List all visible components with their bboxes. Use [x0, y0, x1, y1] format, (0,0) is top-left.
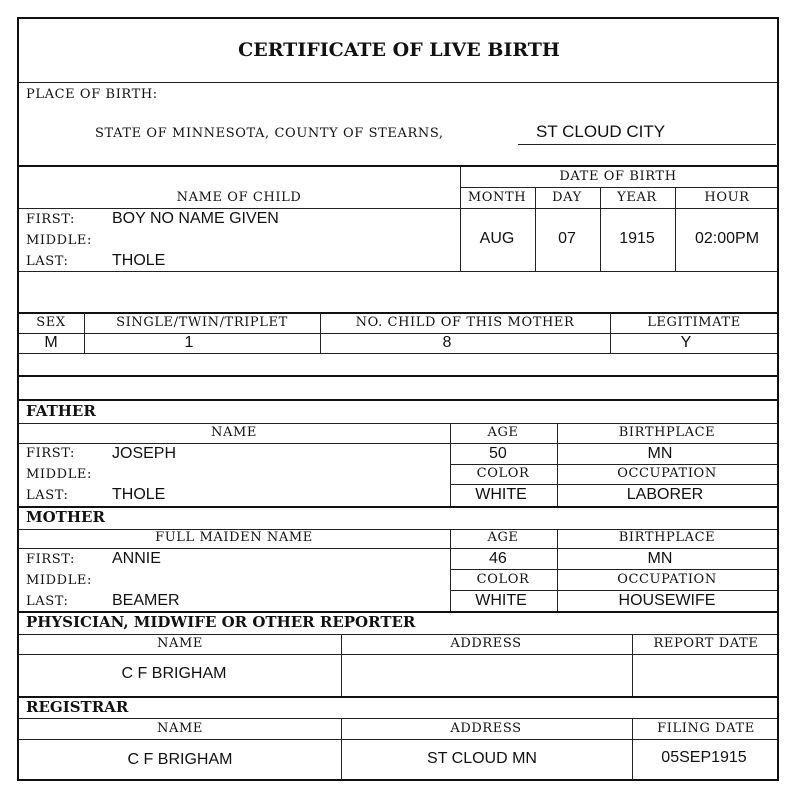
father-last-label: LAST:: [26, 488, 69, 503]
rule: [600, 187, 601, 271]
year-label: YEAR: [617, 190, 657, 205]
rule: [557, 423, 558, 506]
child-middle-label: MIDDLE:: [26, 233, 92, 248]
rule: [19, 82, 777, 83]
name-of-child-label: NAME OF CHILD: [176, 190, 302, 205]
child-number-value: 8: [442, 334, 452, 351]
child-first-label: FIRST:: [26, 212, 76, 227]
rule: [19, 353, 777, 354]
father-first-label: FIRST:: [26, 446, 76, 461]
mother-age: 46: [489, 550, 507, 567]
rule: [19, 375, 777, 377]
place-of-birth-label: PLACE OF BIRTH:: [26, 87, 158, 102]
father-color-label: COLOR: [476, 466, 530, 481]
father-name-label: NAME: [211, 425, 257, 440]
rule: [19, 696, 777, 698]
mother-color: WHITE: [475, 592, 527, 609]
birth-city: ST CLOUD CITY: [536, 122, 666, 141]
rule: [341, 634, 342, 696]
rule: [460, 166, 461, 271]
rule: [341, 718, 342, 780]
plurality-label: SINGLE/TWIN/TRIPLET: [116, 315, 288, 330]
mother-middle-label: MIDDLE:: [26, 573, 92, 588]
rule: [19, 548, 777, 549]
father-last-name: THOLE: [112, 486, 166, 503]
rule: [675, 187, 676, 271]
filing-date: 05SEP1915: [661, 749, 747, 766]
rule: [19, 654, 777, 655]
rule: [518, 144, 776, 145]
mother-age-label: AGE: [487, 530, 519, 545]
mother-birthplace-label: BIRTHPLACE: [618, 530, 716, 545]
rule: [450, 529, 451, 611]
rule: [450, 423, 451, 506]
father-occupation: LABORER: [626, 486, 704, 503]
rule: [632, 718, 633, 780]
rule: [19, 271, 777, 272]
rule: [19, 399, 777, 401]
child-first-name: BOY NO NAME GIVEN: [112, 210, 279, 227]
legitimate-label: LEGITIMATE: [647, 315, 741, 330]
month-label: MONTH: [467, 190, 527, 205]
rule: [19, 634, 777, 635]
father-color: WHITE: [475, 486, 527, 503]
mother-color-label: COLOR: [476, 572, 530, 587]
mother-last-label: LAST:: [26, 594, 69, 609]
father-middle-label: MIDDLE:: [26, 467, 92, 482]
birth-year: 1915: [619, 230, 655, 247]
mother-birthplace: MN: [647, 550, 673, 567]
physician-name: C F BRIGHAM: [121, 665, 227, 682]
rule: [450, 464, 777, 465]
father-first-name: JOSEPH: [112, 445, 177, 462]
father-age: 50: [489, 445, 507, 462]
mother-first-name: ANNIE: [112, 550, 161, 567]
rule: [19, 506, 777, 508]
father-birthplace-label: BIRTHPLACE: [618, 425, 716, 440]
state-county-text: STATE OF MINNESOTA, COUNTY OF STEARNS,: [95, 126, 444, 141]
rule: [632, 634, 633, 696]
rule: [460, 187, 777, 188]
mother-occupation-label: OCCUPATION: [617, 572, 717, 587]
physician-address-label: ADDRESS: [450, 636, 522, 651]
father-occupation-label: OCCUPATION: [617, 466, 717, 481]
father-birthplace: MN: [647, 445, 673, 462]
sex-label: SEX: [36, 315, 66, 330]
rule: [84, 313, 85, 353]
mother-last-name: BEAMER: [112, 592, 180, 609]
rule: [19, 739, 777, 740]
registrar-heading: REGISTRAR: [26, 698, 129, 716]
child-last-label: LAST:: [26, 254, 69, 269]
rule: [450, 484, 777, 485]
report-date-label: REPORT DATE: [653, 636, 759, 651]
father-heading: FATHER: [26, 402, 96, 420]
filing-date-label: FILING DATE: [657, 721, 755, 736]
mother-heading: MOTHER: [26, 508, 105, 526]
physician-name-label: NAME: [157, 636, 203, 651]
father-age-label: AGE: [487, 425, 519, 440]
hour-label: HOUR: [704, 190, 750, 205]
registrar-name: C F BRIGHAM: [127, 751, 233, 768]
date-of-birth-label: DATE OF BIRTH: [559, 169, 677, 184]
day-label: DAY: [552, 190, 582, 205]
child-number-label: NO. CHILD OF THIS MOTHER: [355, 315, 575, 330]
mother-occupation: HOUSEWIFE: [618, 592, 716, 609]
rule: [320, 313, 321, 353]
legitimate-value: Y: [680, 334, 692, 351]
registrar-name-label: NAME: [157, 721, 203, 736]
rule: [557, 529, 558, 611]
birth-day: 07: [558, 230, 576, 247]
physician-heading: PHYSICIAN, MIDWIFE OR OTHER REPORTER: [26, 613, 416, 631]
rule: [19, 165, 777, 167]
registrar-address-label: ADDRESS: [450, 721, 522, 736]
sex-value: M: [44, 334, 58, 351]
birth-month: AUG: [479, 230, 515, 247]
rule: [450, 569, 777, 570]
rule: [450, 590, 777, 591]
mother-first-label: FIRST:: [26, 552, 76, 567]
rule: [19, 443, 777, 444]
registrar-address: ST CLOUD MN: [427, 750, 537, 767]
rule: [535, 187, 536, 271]
mother-name-label: FULL MAIDEN NAME: [155, 530, 313, 545]
rule: [19, 312, 777, 314]
rule: [19, 718, 777, 719]
rule: [610, 313, 611, 353]
certificate-title: CERTIFICATE OF LIVE BIRTH: [238, 39, 560, 61]
rule: [19, 208, 777, 209]
rule: [19, 333, 777, 334]
birth-hour: 02:00PM: [694, 230, 760, 247]
child-last-name: THOLE: [112, 252, 166, 269]
rule: [19, 423, 777, 424]
plurality-value: 1: [184, 334, 194, 351]
